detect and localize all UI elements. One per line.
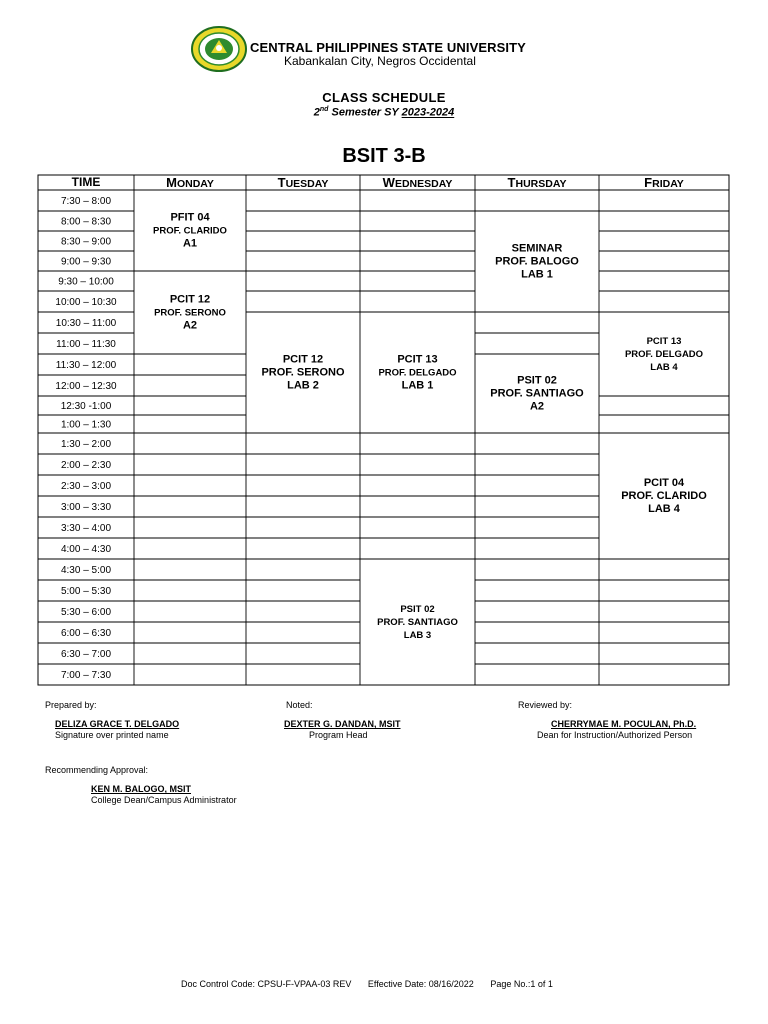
document-title: CLASS SCHEDULE (322, 90, 446, 105)
time-slot-label: 11:00 – 11:30 (56, 339, 116, 350)
class-instructor: PROF. DELGADO (624, 349, 704, 360)
semester-text: Semester SY (328, 106, 402, 119)
day-header: WEDNESDAY (382, 175, 453, 190)
class-room: A2 (182, 319, 198, 332)
class-subject-code: PCIT 13 (646, 336, 682, 347)
time-slot-label: 5:00 – 5:30 (60, 586, 112, 597)
prepared-by-name: DELIZA GRACE T. DELGADO (55, 719, 180, 729)
time-slot-label: 6:00 – 6:30 (60, 628, 112, 639)
time-header: TIME (71, 175, 101, 189)
recommending-role: College Dean/Campus Administrator (91, 795, 237, 805)
university-location: Kabankalan City, Negros Occidental (284, 54, 476, 68)
time-slot-label: 7:00 – 7:30 (60, 670, 112, 681)
noted-label: Noted: (286, 700, 313, 710)
time-slot-label: 1:30 – 2:00 (60, 439, 112, 450)
class-block (621, 477, 707, 515)
semester-ordinal-suffix: nd (319, 106, 329, 113)
class-instructor: PROF. SANTIAGO (377, 617, 458, 628)
class-block (625, 336, 703, 373)
university-name: CENTRAL PHILIPPINES STATE UNIVERSITY (250, 40, 526, 55)
class-subject-code: PCIT 12 (282, 353, 324, 366)
semester-ordinal: 2 (313, 106, 320, 119)
class-block (377, 604, 458, 641)
day-header: THURSDAY (507, 175, 567, 190)
time-slot-label: 3:30 – 4:00 (60, 523, 112, 534)
class-room: LAB 4 (648, 503, 680, 515)
class-subject-code: PCIT 12 (169, 293, 211, 306)
recommending-approval-label: Recommending Approval: (45, 765, 149, 775)
recommending-name: KEN M. BALOGO, MSIT (91, 784, 191, 794)
class-instructor: PROF. SERONO (261, 366, 345, 379)
class-room: LAB 3 (403, 630, 432, 641)
time-slot-label: 9:00 – 9:30 (60, 256, 112, 268)
class-block (490, 375, 584, 413)
class-subject-code: SEMINAR (511, 242, 563, 255)
table-border (38, 175, 729, 685)
class-instructor: PROF. BALOGO (495, 255, 579, 268)
class-subject-code: PFIT 04 (170, 211, 210, 224)
time-slot-label: 5:30 – 6:00 (60, 607, 112, 618)
reviewed-by-role: Dean for Instruction/Authorized Person (537, 730, 693, 740)
class-room: A1 (182, 237, 198, 250)
school-year: 2023-2024 (401, 106, 455, 119)
class-instructor: PROF. CLARIDO (621, 490, 707, 502)
time-slot-label: 8:00 – 8:30 (60, 216, 112, 228)
time-slot-label: 10:00 – 10:30 (55, 297, 117, 308)
class-block (378, 354, 456, 392)
time-slot-label: 2:00 – 2:30 (60, 460, 112, 471)
prepared-by-label: Prepared by: (45, 700, 97, 710)
class-room: LAB 1 (521, 268, 553, 281)
class-block (154, 294, 226, 332)
time-slot-label: 11:30 – 12:00 (55, 360, 117, 371)
class-subject-code: PSIT 02 (400, 604, 435, 615)
doc-control-code: Doc Control Code: CPSU-F-VPAA-03 REV (181, 979, 352, 989)
class-instructor: PROF. CLARIDO (153, 225, 227, 237)
time-slot-label: 10:30 – 11:00 (55, 318, 117, 329)
time-slot-label: 6:30 – 7:00 (60, 649, 112, 660)
time-slot-label: 9:30 – 10:00 (58, 276, 114, 288)
time-slot-label: 2:30 – 3:00 (60, 481, 112, 492)
class-subject-code: PSIT 02 (517, 374, 557, 387)
time-slot-label: 12:00 – 12:30 (55, 381, 117, 392)
reviewed-by-label: Reviewed by: (518, 700, 573, 710)
prepared-by-role: Signature over printed name (55, 730, 169, 740)
time-slot-label: 12:30 -1:00 (60, 401, 112, 412)
class-block (153, 212, 227, 250)
noted-role: Program Head (309, 730, 368, 740)
class-room: LAB 4 (650, 362, 678, 373)
class-subject-code: PCIT 13 (397, 353, 438, 366)
time-slot-label: 4:30 – 5:00 (60, 565, 112, 576)
effective-date: Effective Date: 08/16/2022 (367, 979, 474, 989)
class-subject-code: PCIT 04 (643, 477, 685, 489)
class-instructor: PROF. SERONO (154, 307, 226, 319)
time-slot-label: 4:00 – 4:30 (60, 544, 112, 555)
class-room: LAB 2 (287, 379, 319, 392)
class-block (261, 354, 345, 392)
day-header: TUESDAY (277, 175, 329, 190)
class-instructor: PROF. SANTIAGO (490, 387, 584, 400)
day-header: MONDAY (166, 175, 214, 190)
class-room: LAB 1 (401, 379, 434, 392)
time-slot-label: 1:00 – 1:30 (60, 419, 112, 431)
page-number: Page No.:1 of 1 (490, 979, 553, 989)
time-slot-label: 8:30 – 9:00 (60, 236, 112, 248)
noted-name: DEXTER G. DANDAN, MSIT (284, 719, 401, 729)
doc-control-footer (181, 979, 567, 989)
class-block (495, 243, 579, 281)
reviewed-by-name: CHERRYMAE M. POCULAN, Ph.D. (551, 719, 697, 729)
class-room: A2 (529, 400, 545, 413)
time-slot-label: 7:30 – 8:00 (60, 196, 112, 207)
class-instructor: PROF. DELGADO (378, 367, 457, 379)
day-header: FRIDAY (644, 175, 684, 190)
section-title: BSIT 3-B (342, 145, 426, 167)
time-slot-label: 3:00 – 3:30 (60, 502, 112, 513)
